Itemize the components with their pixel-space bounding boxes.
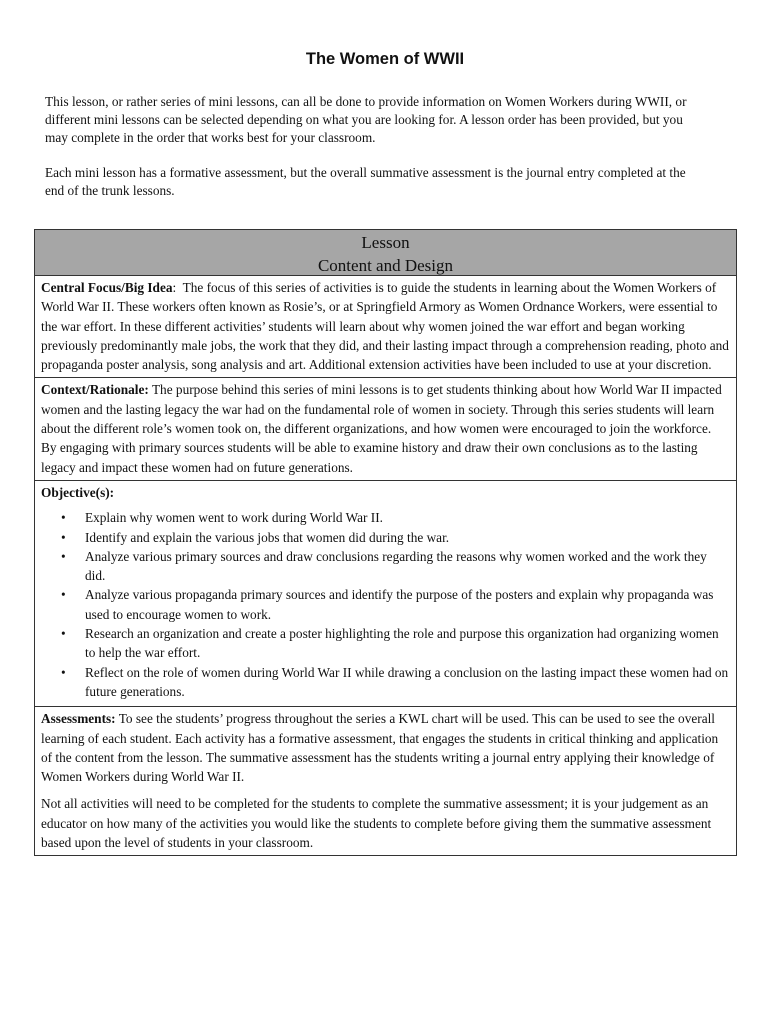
list-item: • Research an organization and create a poster highlighting the role and purpose this organization had organizing women to help the war effort. (41, 624, 730, 663)
list-item: • Reflect on the role of women during World War II while drawing a conclusion on the lasting impact these women had on future generations. (41, 663, 730, 702)
list-item: • Analyze various propaganda primary sources and identify the purpose of the posters and explain why propaganda was used to encourage women to work. (41, 585, 730, 624)
table-header-line-2: Content and Design (317, 256, 454, 275)
central-focus-row (35, 276, 736, 378)
intro-paragraph-assessment: Each mini lesson has a formative assessment, but the overall summative assessment is the journal entry completed at the end of the trunk lessons. (45, 165, 686, 198)
context-text: The purpose behind this series of mini lessons is to get students thinking about how World War II impacted women and the lasting legacy the war had on the fundamental role of women in society. Through this series students will learn about the different role’s women took on, the different organizations, and how women were encouraged to join the workforce. By engaging with primary sources students will be able to examine history and draw their own conclusions as to the lasting legacy and impact these women had on future generations. (41, 382, 722, 475)
label-colon: : (172, 280, 183, 295)
intro-paragraph: This lesson, or rather series of mini lessons, can all be done to provide information on Women Workers during WWII, or different mini lessons can be selected depending on what you are looking for. A lesson order has been provided, but you may complete in the order that works best for your classroom. (45, 94, 687, 145)
central-focus-label: Central Focus/Big Idea (41, 280, 173, 295)
central-focus-text: The focus of this series of activities is to guide the students in learning about the Women Workers of World War II. These workers often known as Rosie’s, or at Springfield Armory as Women Ordnance Workers, were essential to the war effort. In these different activities’ students will learn about why women joined the war effort and began working previously predominantly male jobs, the work that they did, and their lasting impact through a comprehension reading, photo and propaganda poster analysis, song analysis and art. Additional extension activities have been included to use at your discretion. (41, 280, 729, 373)
document-title: The Women of WWII (305, 50, 465, 68)
list-item: • Analyze various primary sources and draw conclusions regarding the reasons why women worked and the work they did. (41, 547, 730, 586)
assessments-label: Assessments: (41, 711, 116, 727)
context-label: Context/Rationale: (41, 382, 149, 398)
context-row (35, 378, 736, 480)
assessments-paragraph-2: Not all activities will need to be completed for the students to complete the summative assessment; it is your judgement as an educator on how many of the activities you would like the students to complete before giving them the summative assessment based upon the level of students in your classroom. (41, 796, 712, 851)
list-item: • Explain why women went to work during World War II. (41, 508, 730, 527)
assessments-paragraph (41, 709, 730, 786)
assessments-text: To see the students’ progress throughout the series a KWL chart will be used. This can be used to see the overall learning of each student. Each activity has a formative assessment, that engages the students in critical thinking and application of the content from the lesson. The summative assessment has the students writing a journal entry applying their knowledge of Women Workers during World War II. (41, 711, 719, 785)
table-header (35, 230, 736, 276)
objectives-list (41, 508, 730, 701)
list-item: • Identify and explain the various jobs that women did during the war. (41, 528, 730, 547)
objectives-row (35, 481, 736, 707)
objectives-label: Objective(s): (41, 484, 115, 500)
table-header-line-1: Lesson (361, 233, 410, 252)
assessments-row (35, 707, 736, 855)
lesson-table (34, 229, 737, 856)
